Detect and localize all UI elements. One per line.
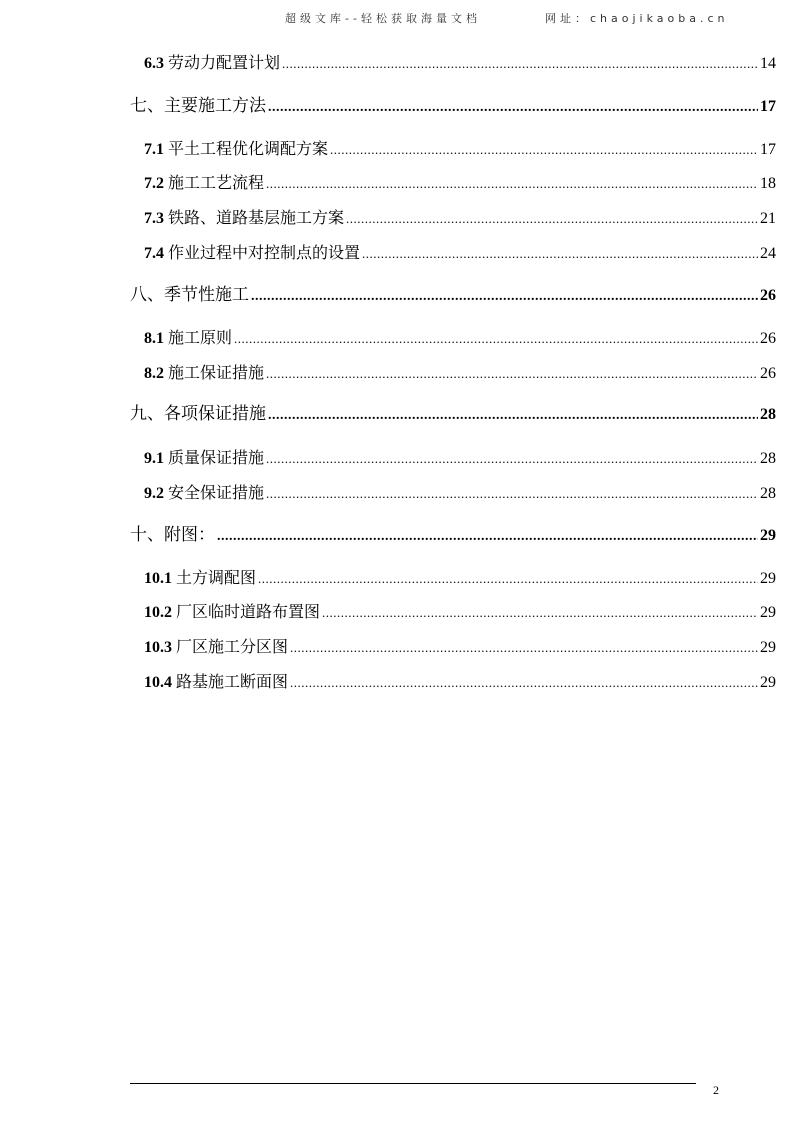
toc-entry-page: 29 (760, 570, 776, 587)
toc-entry-9-1[interactable] (144, 448, 776, 469)
toc-chapter-page: 17 (760, 98, 776, 115)
toc-entry-title: 安全保证措施 (168, 483, 265, 502)
toc-leader-dots (217, 526, 758, 547)
toc-chapter-10[interactable] (130, 525, 776, 547)
toc-entry-page: 29 (760, 639, 776, 656)
toc-entry-page: 24 (760, 245, 776, 262)
toc-leader-dots (266, 364, 758, 384)
toc-leader-dots (268, 97, 758, 118)
footer-divider (130, 1083, 696, 1084)
toc-entry-10-4[interactable] (144, 672, 776, 693)
toc-entry-page: 18 (760, 175, 776, 192)
toc-entry-title: 铁路、道路基层施工方案 (168, 208, 345, 227)
toc-entry-number: 10.4 (144, 674, 172, 691)
toc-entry-number: 8.1 (144, 330, 164, 347)
toc-entry-page: 26 (760, 330, 776, 347)
toc-chapter-8[interactable] (130, 285, 776, 307)
toc-entry-page: 14 (760, 55, 776, 72)
toc-chapter-title: 九、各项保证措施 (130, 404, 266, 424)
toc-entry-title: 施工原则 (168, 328, 233, 347)
toc-entry-number: 9.2 (144, 485, 164, 502)
toc-entry-title: 作业过程中对控制点的设置 (168, 243, 361, 262)
toc-entry-page: 29 (760, 674, 776, 691)
toc-entry-title: 土方调配图 (176, 568, 257, 587)
toc-leader-dots (290, 638, 758, 658)
toc-entry-title: 平土工程优化调配方案 (168, 139, 329, 158)
toc-leader-dots (234, 329, 758, 349)
toc-entry-number: 7.4 (144, 245, 164, 262)
toc-entry-number: 10.3 (144, 639, 172, 656)
toc-entry-title: 路基施工断面图 (176, 672, 289, 691)
toc-leader-dots (266, 449, 758, 469)
toc-entry-number: 6.3 (144, 55, 164, 72)
toc-entry-7-4[interactable] (144, 243, 776, 264)
toc-leader-dots (290, 673, 758, 693)
toc-chapter-page: 26 (760, 287, 776, 304)
toc-entry-page: 28 (760, 450, 776, 467)
toc-entry-7-3[interactable] (144, 208, 776, 229)
header-site-url: 网址：chaojikaoba.cn (545, 12, 729, 25)
toc-entry-number: 10.2 (144, 604, 172, 621)
toc-entry-title: 厂区施工分区图 (176, 637, 289, 656)
toc-leader-dots (330, 140, 758, 160)
toc-entry-page: 17 (760, 141, 776, 158)
toc-entry-title: 劳动力配置计划 (168, 53, 281, 72)
header-site-slogan: 超级文库--轻松获取海量文档 (285, 12, 481, 25)
toc-entry-page: 29 (760, 604, 776, 621)
toc-leader-dots (362, 244, 758, 264)
toc-leader-dots (346, 209, 758, 229)
toc-entry-8-2[interactable] (144, 363, 776, 384)
toc-entry-number: 9.1 (144, 450, 164, 467)
toc-entry-title: 施工保证措施 (168, 363, 265, 382)
toc-chapter-page: 29 (760, 527, 776, 544)
toc-leader-dots (258, 569, 758, 589)
toc-leader-dots (251, 286, 758, 307)
toc-leader-dots (266, 484, 758, 504)
toc-entry-10-2[interactable] (144, 602, 776, 623)
toc-entry-10-1[interactable] (144, 568, 776, 589)
toc-chapter-title: 十、附图： (130, 525, 215, 545)
toc-chapter-9[interactable] (130, 404, 776, 426)
toc-entry-7-1[interactable] (144, 139, 776, 160)
toc-leader-dots (266, 174, 758, 194)
toc-leader-dots (268, 405, 758, 426)
toc-entry-number: 7.1 (144, 141, 164, 158)
toc-entry-page: 28 (760, 485, 776, 502)
toc-entry-title: 质量保证措施 (168, 448, 265, 467)
toc-entry-number: 8.2 (144, 365, 164, 382)
toc-entry-8-1[interactable] (144, 328, 776, 349)
toc-leader-dots (282, 54, 758, 74)
toc-entry-page: 21 (760, 210, 776, 227)
toc-chapter-7[interactable] (130, 96, 776, 118)
toc-chapter-page: 28 (760, 406, 776, 423)
page-number: 2 (713, 1083, 719, 1097)
toc-entry-page: 26 (760, 365, 776, 382)
toc-entry-number: 7.2 (144, 175, 164, 192)
toc-entry-title: 厂区临时道路布置图 (176, 602, 321, 621)
toc-entry-9-2[interactable] (144, 483, 776, 504)
toc-entry-number: 10.1 (144, 570, 172, 587)
toc-entry-7-2[interactable] (144, 173, 776, 194)
toc-entry-6-3[interactable] (144, 53, 776, 74)
toc-chapter-title: 八、季节性施工 (130, 285, 249, 305)
toc-entry-title: 施工工艺流程 (168, 173, 265, 192)
toc-entry-10-3[interactable] (144, 637, 776, 658)
toc-chapter-title: 七、主要施工方法 (130, 96, 266, 116)
toc-leader-dots (322, 603, 758, 623)
toc-entry-number: 7.3 (144, 210, 164, 227)
